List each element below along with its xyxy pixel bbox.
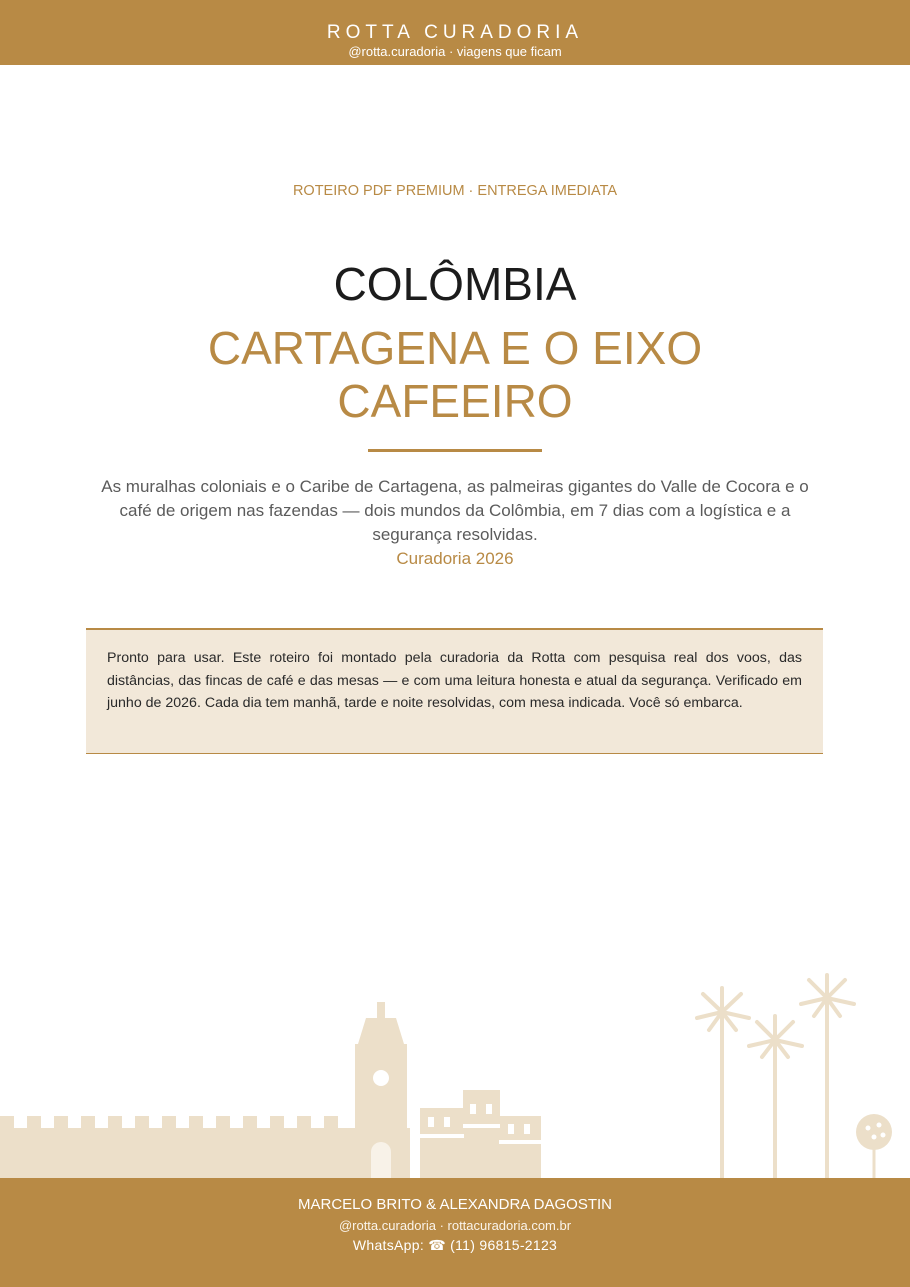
country-title: COLÔMBIA xyxy=(333,258,577,310)
intro-paragraph: As muralhas coloniais e o Caribe de Cartagena, as palmeiras gigantes do Valle de Cocora e o café de origem nas fazendas — dois mundos da Colômbia, em 7 dias com a logística e a segurança resolvidas. xyxy=(101,477,809,544)
curation-year: Curadoria 2026 xyxy=(396,549,514,568)
title-divider xyxy=(368,449,542,452)
city-wall-icon xyxy=(0,1116,410,1178)
whatsapp-contact: WhatsApp: ☎ (11) 96815-2123 xyxy=(352,1237,558,1253)
header-bar xyxy=(0,0,910,65)
colonial-houses-icon xyxy=(420,1090,541,1178)
city-skyline-illustration xyxy=(0,960,910,1180)
itinerary-title: CARTAGENA E O EIXO CAFEEIRO xyxy=(207,322,703,427)
author-names: MARCELO BRITO & ALEXANDRA DAGOSTIN xyxy=(298,1196,612,1213)
footer-links: @rotta.curadoria · rottacuradoria.com.br xyxy=(338,1218,572,1233)
note-text: Pronto para usar. Este roteiro foi montado pela curadoria da Rotta com pesquisa real dos voos, das distâncias, das fincas de café e das mesas — e com uma leitura honesta e atual da segurança. Verificado em junho de 2026. Cada dia tem manhã, tarde e noite resolvidas, com mesa indicada. Você só embarca. xyxy=(107,650,802,711)
footer-bar xyxy=(0,1178,910,1287)
wax-palm-trees-icon xyxy=(697,975,854,1178)
coffee-tree-icon xyxy=(856,1114,892,1178)
brand-subtitle: @rotta.curadoria · viagens que ficam xyxy=(348,44,562,59)
ready-to-use-note xyxy=(86,628,823,754)
clock-tower-icon xyxy=(355,1002,407,1178)
product-eyebrow: ROTEIRO PDF PREMIUM · ENTREGA IMEDIATA xyxy=(292,183,618,199)
brand-name: ROTTA CURADORIA xyxy=(326,22,584,43)
